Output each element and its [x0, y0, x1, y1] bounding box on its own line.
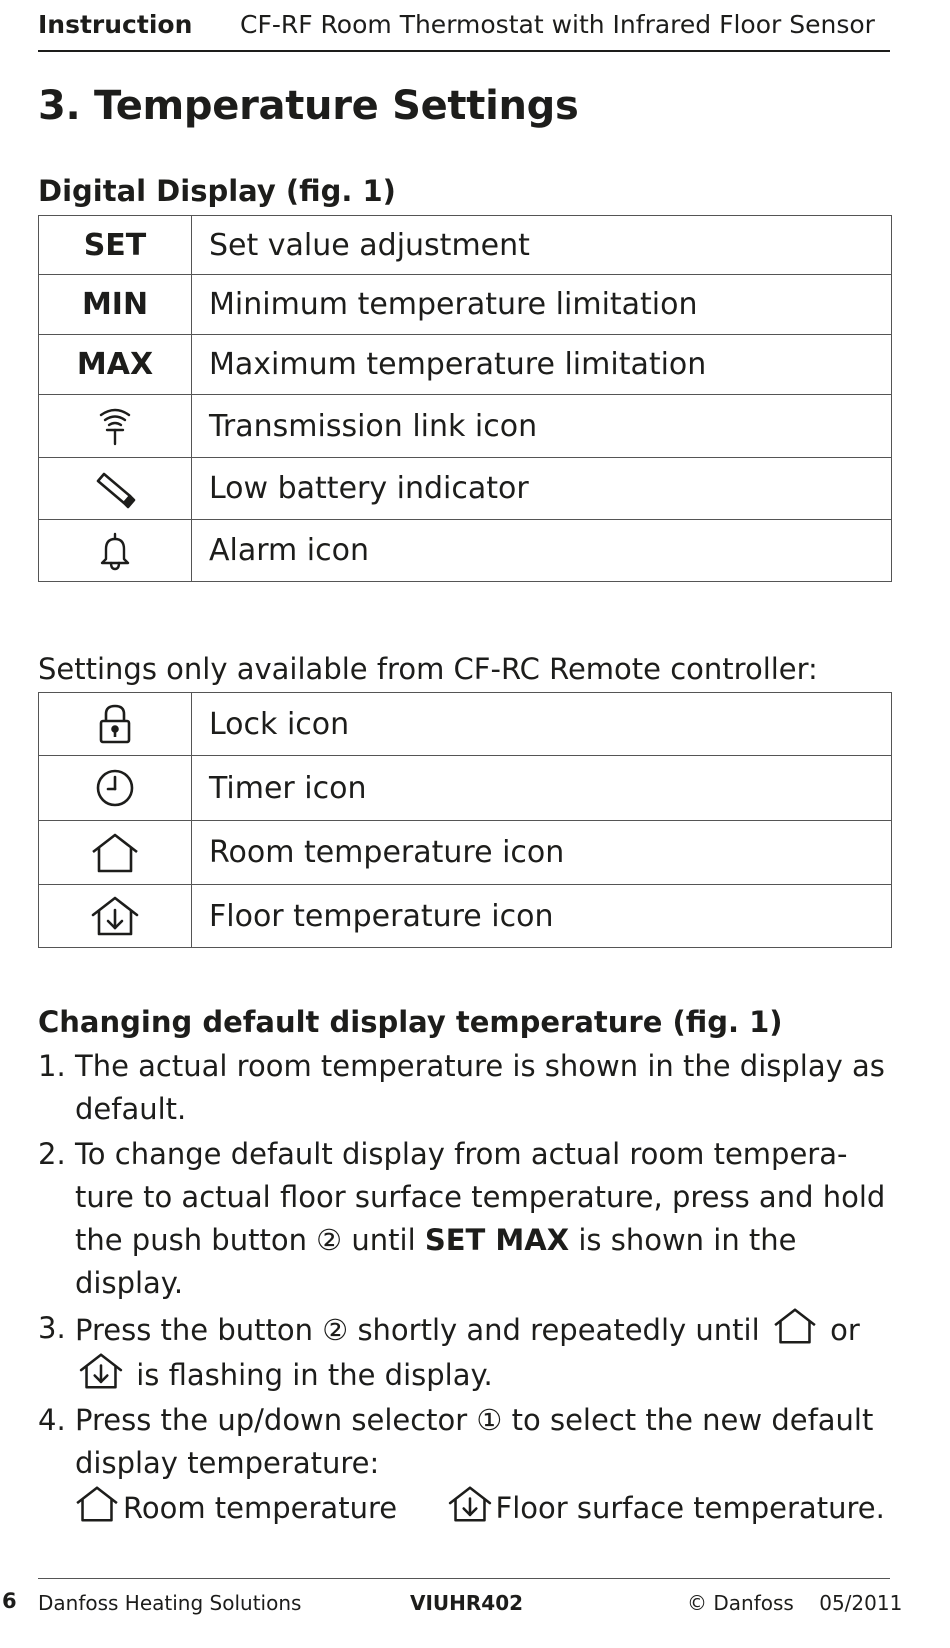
- footer-company: Danfoss Heating Solutions: [38, 1591, 302, 1615]
- symbol-description: Lock icon: [192, 693, 892, 756]
- lock-icon: [97, 703, 133, 745]
- table-row: [39, 885, 892, 948]
- symbol-description: Timer icon: [192, 756, 892, 821]
- set-max-label: SET MAX: [424, 1223, 570, 1257]
- remote-settings-table: [38, 692, 892, 948]
- house-floor-icon: [448, 1485, 492, 1523]
- timer-icon: [94, 767, 136, 809]
- section-title: 3. Temperature Settings: [38, 83, 579, 129]
- symbol-description: Minimum temperature limitation: [192, 275, 892, 335]
- page-footer-rule: [38, 1578, 890, 1579]
- footer-doc-code: VIUHR402: [410, 1591, 524, 1615]
- table-row: [39, 520, 892, 582]
- list-item: 3. Press the button ② shortly and repeatedly until or is flashing in the display.: [38, 1307, 898, 1397]
- digital-display-table: [38, 215, 892, 582]
- table-row: [39, 756, 892, 821]
- list-item: 4. Press the up/down selector ① to select the new default display temperature: Room temperature Floor surface temperature.: [38, 1403, 885, 1525]
- digital-display-heading: Digital Display (fig. 1): [38, 174, 396, 208]
- table-row: [39, 821, 892, 885]
- symbol-description: Transmission link icon: [192, 395, 892, 458]
- header-product-title: CF-RF Room Thermostat with Infrared Floor Sensor: [240, 10, 875, 39]
- symbol-min: MIN: [39, 275, 192, 335]
- page-number: 6: [2, 1589, 17, 1613]
- header-label: Instruction: [38, 10, 193, 39]
- table-row: [39, 395, 892, 458]
- table-row: [39, 275, 892, 335]
- table-row: [39, 335, 892, 395]
- floor-temperature-option: Floor surface temperature.: [495, 1491, 885, 1525]
- house-floor-icon: [79, 1352, 123, 1390]
- house-icon: [91, 832, 139, 874]
- house-icon: [773, 1307, 817, 1345]
- footer-copyright: © Danfoss 05/2011: [687, 1591, 903, 1615]
- table-row: [39, 216, 892, 275]
- symbol-description: Room temperature icon: [192, 821, 892, 885]
- transmission-link-icon: [95, 406, 135, 446]
- table-row: [39, 693, 892, 756]
- symbol-description: Low battery indicator: [192, 458, 892, 520]
- house-icon: [75, 1485, 119, 1523]
- low-battery-icon: [94, 469, 136, 509]
- page-header: [38, 8, 890, 52]
- symbol-description: Alarm icon: [192, 520, 892, 582]
- table-row: [39, 458, 892, 520]
- symbol-set: SET: [39, 216, 192, 275]
- alarm-bell-icon: [95, 531, 135, 571]
- changing-display-heading: Changing default display temperature (fig. 1): [38, 1005, 783, 1039]
- instruction-steps: [38, 1045, 898, 1532]
- symbol-description: Floor temperature icon: [192, 885, 892, 948]
- list-item: 1. The actual room temperature is shown in the display as default.: [38, 1049, 885, 1126]
- house-floor-icon: [91, 895, 139, 937]
- symbol-description: Set value adjustment: [192, 216, 892, 275]
- symbol-description: Maximum temperature limitation: [192, 335, 892, 395]
- list-item: 2. To change default display from actual room tempera-ture to actual floor surface temperature, press and hold the push button ② until SET MAX is shown in the display.: [38, 1137, 886, 1300]
- symbol-max: MAX: [39, 335, 192, 395]
- room-temperature-option: Room temperature: [123, 1491, 398, 1525]
- remote-settings-heading: Settings only available from CF-RC Remote controller:: [38, 652, 818, 686]
